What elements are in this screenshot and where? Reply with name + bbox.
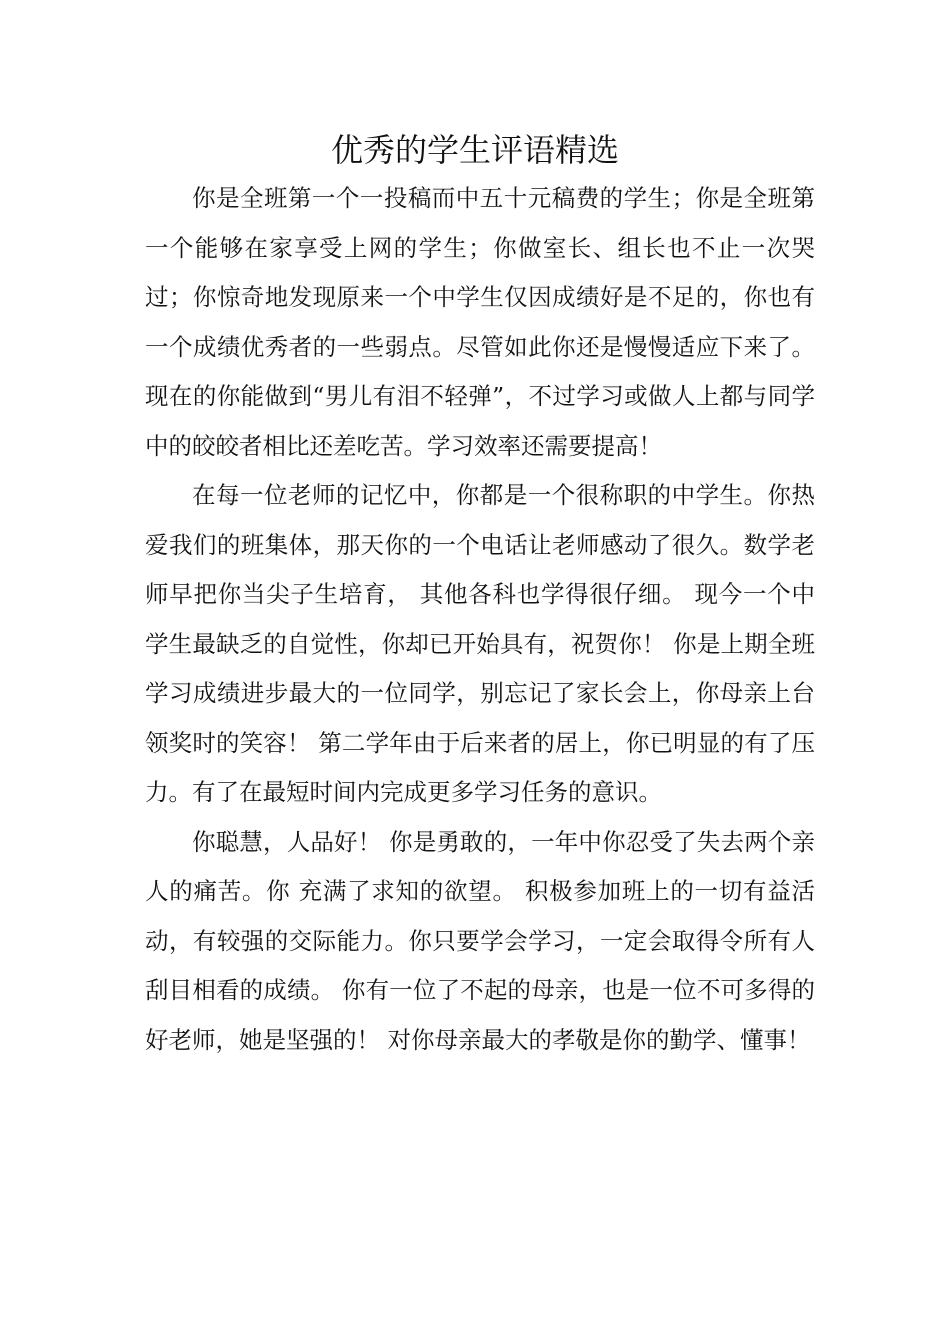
document-title: 优秀的学生评语精选: [330, 131, 619, 169]
paragraph-1: 你是全班第一个一投稿而中五十元稿费的学生；你是全班第一个能够在家享受上网的学生；你做室长、组长也不止一次哭过；你惊奇地发现原来一个中学生仅因成绩好是不足的，你也有一个成绩优秀者的一些弱点。尽管如此你还是慢慢适应下来了。 现在的你能做到“男儿有泪不轻弹”，不过学习或做人上都与同学中的皎皎者相比还差吃苦。学习效率还需要提高！: [145, 184, 815, 460]
document-body: [145, 174, 815, 1065]
paragraph-2: 在每一位老师的记忆中，你都是一个很称职的中学生。你热爱我们的班集体，那天你的一个电话让老师感动了很久。数学老师早把你当尖子生培育， 其他各科也学得很仔细。 现今一个中学生最缺乏的自觉性，你却已开始具有，祝贺你！ 你是上期全班学习成绩进步最大的一位同学，别忘记了家长会上，你母亲上台领奖时的笑容！ 第二学年由于后来者的居上，你已明显的有了压力。有了在最短时间内完成更多学习任务的意识。: [145, 481, 815, 806]
paragraph-3: 你聪慧，人品好！ 你是勇敢的，一年中你忍受了失去两个亲人的痛苦。你 充满了求知的欲望。 积极参加班上的一切有益活动，有较强的交际能力。你只要学会学习，一定会取得令所有人刮目相看的成绩。 你有一位了不起的母亲，也是一位不可多得的好老师，她是坚强的！ 对你母亲最大的孝敬是你的勤学、懂事！: [145, 827, 815, 1054]
